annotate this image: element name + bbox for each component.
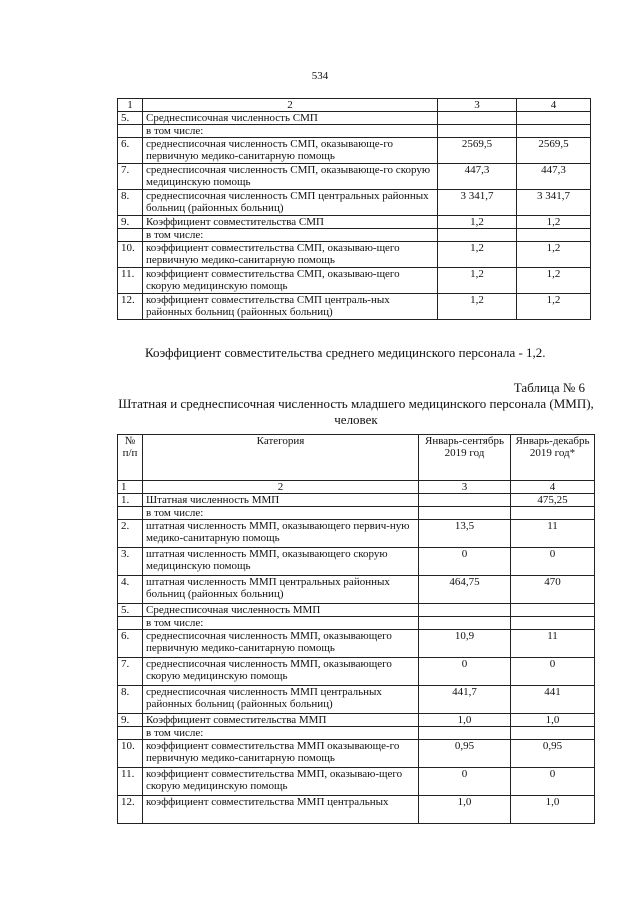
row-value-3 — [438, 125, 517, 138]
row-label: коэффициент совместительства СМП, оказываю-щего первичную медико-санитарную помощь — [143, 242, 438, 268]
row-number: 8. — [118, 190, 143, 216]
col-number: 1 — [118, 99, 143, 112]
table-row — [118, 658, 595, 686]
table-heading: Штатная и среднесписочная численность младшего медицинского персонала (ММП), человек — [118, 396, 594, 427]
row-label: коэффициент совместительства ММП, оказываю-щего скорую медицинскую помощь — [143, 768, 419, 796]
row-value-4: 470 — [511, 576, 595, 604]
row-value-3 — [419, 494, 511, 507]
table-row — [118, 138, 591, 164]
row-value-4: 2569,5 — [517, 138, 591, 164]
row-value-4 — [511, 727, 595, 740]
table-row — [118, 576, 595, 604]
row-value-3: 447,3 — [438, 164, 517, 190]
page-number: 534 — [311, 70, 329, 82]
row-number: 11. — [118, 268, 143, 294]
row-value-4 — [511, 507, 595, 520]
table-row — [118, 768, 595, 796]
row-number: 3. — [118, 548, 143, 576]
row-value-3: 464,75 — [419, 576, 511, 604]
row-number: 6. — [118, 138, 143, 164]
row-value-3: 0 — [419, 768, 511, 796]
row-number: 1. — [118, 494, 143, 507]
col-number: 1 — [118, 481, 143, 494]
row-label: коэффициент совместительства ММП центральных — [143, 796, 419, 824]
row-value-3: 13,5 — [419, 520, 511, 548]
row-number: 7. — [118, 658, 143, 686]
row-number: 11. — [118, 768, 143, 796]
row-value-4: 0,95 — [511, 740, 595, 768]
col-number: 2 — [143, 481, 419, 494]
header-period-1: Январь-сентябрь 2019 год — [419, 435, 511, 481]
row-value-3 — [438, 112, 517, 125]
table-row — [118, 548, 595, 576]
row-value-3: 2569,5 — [438, 138, 517, 164]
table-row — [118, 112, 591, 125]
row-value-4: 475,25 — [511, 494, 595, 507]
table-row — [118, 630, 595, 658]
row-value-3: 0 — [419, 548, 511, 576]
table-row — [118, 125, 591, 138]
col-number: 4 — [511, 481, 595, 494]
row-value-3: 10,9 — [419, 630, 511, 658]
table-row — [118, 520, 595, 548]
col-number: 2 — [143, 99, 438, 112]
table-row — [118, 164, 591, 190]
row-value-3: 1,0 — [419, 714, 511, 727]
row-number: 8. — [118, 686, 143, 714]
table-row — [118, 507, 595, 520]
row-number: 6. — [118, 630, 143, 658]
row-value-3 — [419, 617, 511, 630]
table-row — [118, 796, 595, 824]
table-mmp-body — [118, 435, 595, 824]
header-row — [118, 435, 595, 481]
row-number: 12. — [118, 796, 143, 824]
row-value-4 — [511, 617, 595, 630]
row-number: 10. — [118, 242, 143, 268]
row-value-3 — [419, 604, 511, 617]
row-number — [118, 727, 143, 740]
row-label: Штатная численность ММП — [143, 494, 419, 507]
row-label: среднесписочная численность СМП центральных районных больниц (районных больниц) — [143, 190, 438, 216]
table-row — [118, 740, 595, 768]
row-value-3: 0,95 — [419, 740, 511, 768]
row-value-4: 1,2 — [517, 268, 591, 294]
row-label: штатная численность ММП центральных районных больниц (районных больниц) — [143, 576, 419, 604]
row-number: 5. — [118, 112, 143, 125]
row-label: Среднесписочная численность ММП — [143, 604, 419, 617]
table-row — [118, 190, 591, 216]
table-row — [118, 494, 595, 507]
row-number: 10. — [118, 740, 143, 768]
row-value-4: 1,2 — [517, 294, 591, 320]
row-number: 5. — [118, 604, 143, 617]
row-label: в том числе: — [143, 125, 438, 138]
row-value-4 — [517, 229, 591, 242]
note-coefficient: Коэффициент совместительства среднего медицинского персонала - 1,2. — [145, 345, 546, 360]
row-value-3: 3 341,7 — [438, 190, 517, 216]
table-row — [118, 604, 595, 617]
row-value-3: 1,0 — [419, 796, 511, 824]
row-value-3 — [419, 727, 511, 740]
row-value-3: 1,2 — [438, 294, 517, 320]
row-value-3 — [419, 507, 511, 520]
header-number: № п/п — [118, 435, 143, 481]
col-number: 3 — [419, 481, 511, 494]
row-value-3: 1,2 — [438, 216, 517, 229]
table-label: Таблица № 6 — [513, 380, 585, 395]
table-row — [118, 617, 595, 630]
row-value-4: 1,0 — [511, 714, 595, 727]
table-row — [118, 714, 595, 727]
row-value-4 — [511, 604, 595, 617]
row-label: штатная численность ММП, оказывающего первич-ную медико-санитарную помощь — [143, 520, 419, 548]
row-label: среднесписочная численность ММП, оказывающего скорую медицинскую помощь — [143, 658, 419, 686]
row-value-4 — [517, 125, 591, 138]
row-value-3 — [438, 229, 517, 242]
row-number: 9. — [118, 714, 143, 727]
row-label: коэффициент совместительства СМП, оказываю-щего скорую медицинскую помощь — [143, 268, 438, 294]
row-value-4: 11 — [511, 520, 595, 548]
row-value-3: 0 — [419, 658, 511, 686]
row-number — [118, 229, 143, 242]
row-label: среднесписочная численность ММП центральных районных больниц (районных больниц) — [143, 686, 419, 714]
table-row — [118, 686, 595, 714]
col-number: 3 — [438, 99, 517, 112]
header-period-2: Январь-декабрь 2019 год* — [511, 435, 595, 481]
col-number: 4 — [517, 99, 591, 112]
row-label: коэффициент совместительства ММП оказывающе-го первичную медико-санитарную помощь — [143, 740, 419, 768]
row-label: в том числе: — [143, 229, 438, 242]
row-number — [118, 617, 143, 630]
row-value-4: 11 — [511, 630, 595, 658]
row-value-4 — [517, 112, 591, 125]
table-smp-body — [118, 99, 591, 320]
row-label: Среднесписочная численность СМП — [143, 112, 438, 125]
column-number-row — [118, 99, 591, 112]
row-value-4: 0 — [511, 768, 595, 796]
table-row — [118, 216, 591, 229]
row-value-4: 447,3 — [517, 164, 591, 190]
row-value-3: 1,2 — [438, 268, 517, 294]
row-number — [118, 507, 143, 520]
row-label: коэффициент совместительства СМП централь-ных районных больниц (районных больниц) — [143, 294, 438, 320]
row-number — [118, 125, 143, 138]
row-value-3: 1,2 — [438, 242, 517, 268]
row-value-3: 441,7 — [419, 686, 511, 714]
row-number: 12. — [118, 294, 143, 320]
row-number: 2. — [118, 520, 143, 548]
row-label: в том числе: — [143, 617, 419, 630]
table-row — [118, 268, 591, 294]
row-label: в том числе: — [143, 727, 419, 740]
row-value-4: 1,2 — [517, 242, 591, 268]
table-row — [118, 229, 591, 242]
row-value-4: 1,0 — [511, 796, 595, 824]
row-value-4: 441 — [511, 686, 595, 714]
row-number: 9. — [118, 216, 143, 229]
table-smp — [117, 98, 591, 320]
row-value-4: 0 — [511, 658, 595, 686]
row-number: 7. — [118, 164, 143, 190]
row-value-4: 3 341,7 — [517, 190, 591, 216]
header-category: Категория — [143, 435, 419, 481]
row-label: среднесписочная численность СМП, оказывающе-го первичную медико-санитарную помощь — [143, 138, 438, 164]
row-label: в том числе: — [143, 507, 419, 520]
row-label: штатная численность ММП, оказывающего скорую медицинскую помощь — [143, 548, 419, 576]
table-row — [118, 242, 591, 268]
column-number-row — [118, 481, 595, 494]
row-label: среднесписочная численность ММП, оказывающего первичную медико-санитарную помощь — [143, 630, 419, 658]
table-row — [118, 294, 591, 320]
table-mmp — [117, 434, 595, 824]
row-label: Коэффициент совместительства ММП — [143, 714, 419, 727]
row-label: Коэффициент совместительства СМП — [143, 216, 438, 229]
row-label: среднесписочная численность СМП, оказывающе-го скорую медицинскую помощь — [143, 164, 438, 190]
row-value-4: 0 — [511, 548, 595, 576]
table-row — [118, 727, 595, 740]
row-number: 4. — [118, 576, 143, 604]
row-value-4: 1,2 — [517, 216, 591, 229]
